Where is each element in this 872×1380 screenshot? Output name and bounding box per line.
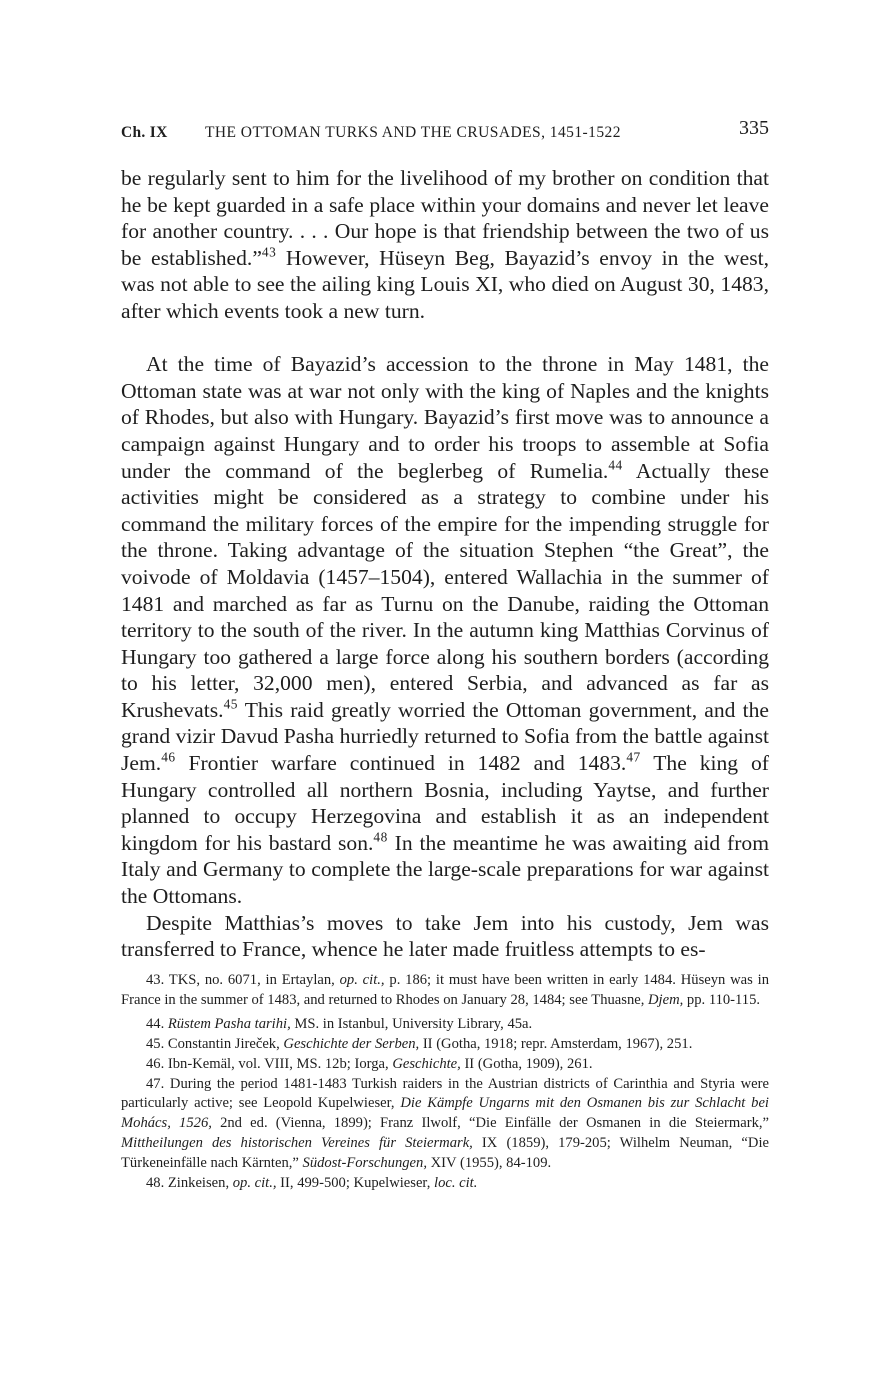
text-run: At the time of Bayazid’s accession to the throne in May 1481, the Ottoman state was at war not only with the king of Naples and the knights of Rhodes, but also with Hungary. Bayazid’s first move was to announce a campaign against Hungary and to order his troops to assemble at Sofia under the command of the beglerbeg of Rumelia. [121,352,769,483]
footnote-ref-46: 46 [161,749,176,765]
text-run: In the meantime he was awaiting aid from Italy and Germany to complete the large-scale preparations for war against the Ottomans. [121,830,769,909]
footnote-46 [121,1055,769,1075]
footnote-text: II (Gotha, 1909), 261. [460,1055,593,1072]
footnote-italic: Mittheilungen des historischen Vereines für Steiermark, [121,1135,473,1152]
footnote-text: 2nd ed. (Vienna, 1899); Franz Ilwolf, “Die Einfälle der Osmanen in die Steiermark,” [211,1115,769,1132]
footnote-text: II, 499-500; Kupelwieser, [276,1175,435,1192]
text-run: Frontier warfare continued in 1482 and 1483. [175,751,627,776]
footnote-text: 44. [146,1015,168,1032]
text-run: However, Hüseyn Beg, Bayazid’s envoy in the west, was not able to see the ailing king Louis XI, who died on August 30, 1483, after which events took a new turn. [121,245,769,323]
footnote-italic: op. cit., [339,972,385,988]
running-title: THE OTTOMAN TURKS AND THE CRUSADES, 1451-1522 [205,124,621,141]
footnote-48 [121,1174,769,1194]
footnote-text: 43. TKS, no. 6071, in Ertaylan, [146,972,340,988]
footnote-ref-44: 44 [608,456,623,472]
body-text [121,165,769,963]
paragraph-1 [121,165,769,325]
footnote-text: II (Gotha, 1918; repr. Amsterdam, 1967), 251. [419,1035,693,1052]
footnote-italic: Rüstem Pasha tarihi, [167,1015,291,1032]
footnote-italic: loc. cit. [434,1175,478,1192]
text-run: Actually these activities might be considered as a strategy to combine under his command the military forces of the empire for the impending struggle for the throne. Taking advantage of the situation Stephen “the Great”, the voivode of Moldavia (1457–1504), entered Wallachia in the summer of 1481 and marched as far as Turnu on the Danube, raiding the Ottoman territory to the south of the river. In the autumn king Matthias Corvinus of Hungary too gathered a large force along his southern borders (according to his letter, 32,000 men), entered Serbia, and advanced as far as Krushevats. [121,458,769,722]
footnote-text: p. 186; it must have been written in early 1484. Hüseyn was in France in the summer of 1483, and returned to Rhodes on January 28, 1484; see Thuasne, [121,972,770,1008]
footnote-text: XIV (1955), 84-109. [426,1155,552,1172]
footnotes [121,971,769,1194]
footnote-italic: op. cit., [232,1175,277,1192]
text-run: This raid greatly worried the Ottoman government, and the grand vizir Davud Pasha hurriedly returned to Sofia from the battle against Jem. [121,697,769,776]
footnote-italic: Geschichte der Serben, [283,1035,420,1052]
footnote-text: MS. in Istanbul, University Library, 45a. [290,1015,533,1032]
footnote-text: 47. During the period 1481-1483 Turkish raiders in the Austrian districts of Carinthia and Styria were particularly active; see Leopold Kupelwieser, [121,1075,769,1112]
text-run: be regularly sent to him for the livelihood of my brother on condition that he be kept guarded in a safe place within your domains and never let leave for another country. . . . Our hope is that friendship between the two of us be established.” [121,166,769,270]
text-run: The king of Hungary controlled all northern Bosnia, including Yaytse, and further planned to occupy Herzegovina and establish it as an independent kingdom for his bastard son. [121,751,769,855]
text-run: Despite Matthias’s moves to take Jem into his custody, Jem was transferred to France, whence he later made fruitless attempts to es- [121,910,769,962]
footnote-ref-45: 45 [223,696,238,712]
running-header [121,115,769,145]
paragraph-2 [121,351,769,909]
footnote-italic: Djem, [648,991,684,1008]
footnote-43 [121,971,769,1011]
footnote-45 [121,1035,769,1055]
chapter-label: Ch. IX [121,124,168,141]
footnote-ref-48: 48 [373,829,388,845]
paragraph-3 [121,910,769,963]
footnote-text: 45. Constantin Jireček, [146,1035,284,1052]
footnote-italic: Südost-Forschungen, [302,1155,427,1172]
footnote-ref-43: 43 [261,244,277,260]
footnote-text: IX (1859), 179-205; Wilhelm Neuman, “Die Türkeneinfälle nach Kärnten,” [121,1135,769,1172]
footnote-italic: Die Kämpfe Ungarns mit den Osmanen bis zur Schlacht bei Mohács, 1526, [121,1095,769,1132]
footnote-text: 46. Ibn-Kemäl, vol. VIII, MS. 12b; Iorga, [146,1055,393,1072]
footnote-44 [121,1015,769,1035]
footnote-text: 48. Zinkeisen, [146,1175,233,1192]
footnote-47 [121,1075,769,1175]
page-number: 335 [739,117,769,139]
footnote-text: pp. 110-115. [683,991,761,1008]
footnote-ref-47: 47 [626,749,641,765]
footnote-italic: Geschichte, [392,1055,461,1072]
